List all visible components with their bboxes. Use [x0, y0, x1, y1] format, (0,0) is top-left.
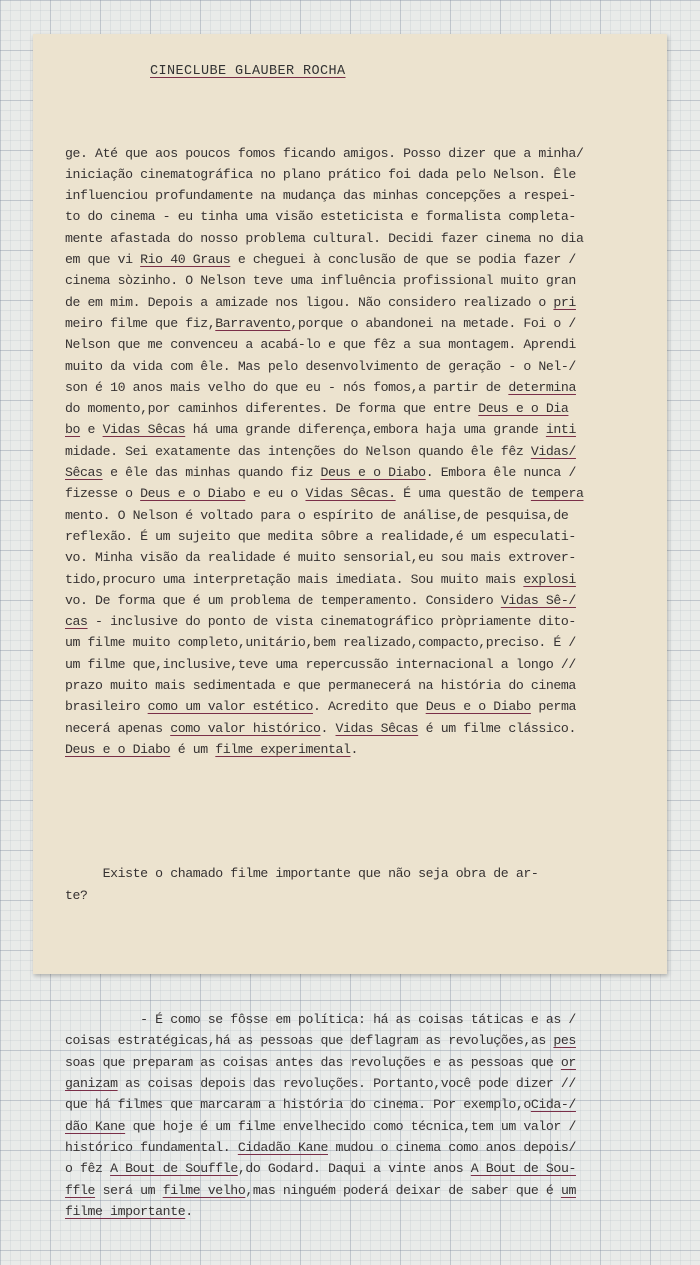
text-segment: ge. Até que aos poucos fomos ficando amigos. Posso dizer que a minha/: [65, 145, 584, 161]
underlined-text: Vidas Sêcas: [335, 720, 419, 736]
underlined-text: filme importante: [65, 1203, 186, 1219]
text-segment: brasileiro: [65, 699, 148, 715]
text-segment: son é 10 anos mais velho do que eu - nós fomos,a partir de: [65, 379, 509, 395]
text-line: [65, 1158, 663, 1179]
text-line: [65, 1073, 663, 1094]
underlined-text: um: [560, 1182, 576, 1198]
text-segment: meiro filme que fiz,: [65, 315, 216, 331]
underlined-text: Vidas Sêcas: [102, 422, 186, 438]
text-segment: .: [350, 741, 359, 757]
text-line: [65, 1180, 663, 1201]
text-line: [65, 292, 663, 313]
text-segment: e êle das minhas quando fiz: [102, 465, 321, 481]
text-segment: . Embora êle nunca /: [425, 465, 576, 481]
underlined-text: filme velho: [162, 1182, 246, 1198]
underlined-text: Barravento: [215, 315, 291, 331]
text-segment: reflexão. É um sujeito que medita sôbre a realidade,é um especulati-: [65, 528, 576, 544]
text-segment: iniciação cinematográfica no plano prático foi dada pelo Nelson. Êle: [65, 166, 576, 182]
underlined-text: tempera: [530, 486, 584, 502]
underlined-text: Deus e o Diabo: [425, 699, 531, 715]
text-line: [65, 632, 663, 653]
text-line: [65, 654, 663, 675]
text-line: [65, 505, 663, 526]
text-segment: em que vi: [65, 252, 141, 268]
text-segment: prazo muito mais sedimentada e que permanecerá na história do cinema: [65, 678, 576, 694]
text-segment: e cheguei à conclusão de que se podia fazer /: [230, 252, 576, 268]
underlined-text: Deus e o Dia: [478, 401, 569, 417]
text-segment: É uma questão de: [395, 486, 531, 502]
underlined-text: Deus e o Diabo: [65, 741, 171, 757]
text-line: [65, 675, 663, 696]
underlined-text: Rio 40 Graus: [140, 252, 231, 268]
text-segment: ,do Godard. Daqui a vinte anos: [237, 1161, 471, 1177]
text-line: [65, 1201, 663, 1222]
text-line: [65, 590, 663, 611]
underlined-text: como valor histórico: [170, 720, 321, 736]
text-line: [65, 1009, 663, 1030]
text-line: [65, 334, 663, 355]
text-line: [65, 885, 663, 906]
underlined-text: inti: [545, 422, 576, 438]
text-segment: necerá apenas: [65, 720, 171, 736]
text-segment: as coisas depois das revoluções. Portanto,você pode dizer //: [117, 1076, 576, 1092]
text-segment: .: [320, 720, 336, 736]
underlined-text: cas: [65, 614, 88, 630]
text-line: [65, 1030, 663, 1051]
underlined-text: ganizam: [65, 1076, 118, 1092]
answer-paragraph-1: [65, 143, 663, 761]
text-segment: midade. Sei exatamente das intenções do Nelson quando êle fêz: [65, 443, 531, 459]
text-segment: será um: [95, 1182, 163, 1198]
text-line: [65, 1094, 663, 1115]
underlined-text: or: [560, 1054, 576, 1070]
page-header: CINECLUBE GLAUBER ROCHA: [150, 64, 346, 79]
interview-question: [65, 863, 663, 906]
text-segment: coisas estratégicas,há as pessoas que deflagram as revoluções,as: [65, 1033, 554, 1049]
text-segment: que há filmes que marcaram a história do cinema. Por exemplo,o: [65, 1097, 531, 1113]
underlined-text: Deus e o Diabo: [320, 465, 426, 481]
text-line: [65, 377, 663, 398]
text-line: [65, 249, 663, 270]
text-line: [65, 739, 663, 760]
text-segment: . Acredito que: [312, 699, 426, 715]
underlined-text: Vidas Sê-/: [500, 592, 576, 608]
text-segment: o fêz: [65, 1161, 111, 1177]
text-segment: ,mas ninguém poderá deixar de saber que é: [245, 1182, 561, 1198]
text-line: [65, 419, 663, 440]
text-segment: - É como se fôsse em política: há as coisas táticas e as /: [65, 1012, 576, 1028]
text-line: [65, 398, 663, 419]
text-segment: e: [80, 422, 103, 438]
page-body: [65, 100, 663, 1265]
text-line: [65, 1052, 663, 1073]
text-segment: Existe o chamado filme importante que não seja obra de ar-: [65, 866, 539, 882]
underlined-text: Vidas/: [530, 443, 576, 459]
text-line: [65, 1137, 663, 1158]
text-segment: é um: [170, 741, 216, 757]
text-segment: soas que preparam as coisas antes das revoluções e as pessoas que: [65, 1054, 561, 1070]
text-line: [65, 526, 663, 547]
text-line: [65, 611, 663, 632]
text-segment: mente afastada do nosso problema cultural. Decidi fazer cinema no dia: [65, 230, 584, 246]
text-segment: é um filme clássico.: [418, 720, 576, 736]
text-segment: - inclusive do ponto de vista cinematográfico pròpriamente dito-: [87, 614, 576, 630]
text-line: [65, 863, 663, 884]
text-segment: muito da vida com êle. Mas pelo desenvolvimento de geração - o Nel-/: [65, 358, 576, 374]
underlined-text: Vidas Sêcas.: [305, 486, 396, 502]
text-segment: do momento,por caminhos diferentes. De forma que entre: [65, 401, 479, 417]
underlined-text: Cidadão Kane: [237, 1139, 328, 1155]
text-segment: Nelson que me convenceu a acabá-lo e que fêz a sua montagem. Aprendi: [65, 337, 576, 353]
underlined-text: pri: [553, 294, 576, 310]
text-line: [65, 696, 663, 717]
text-segment: cinema sòzinho. O Nelson teve uma influência profissional muito gran: [65, 273, 576, 289]
underlined-text: como um valor estético: [147, 699, 313, 715]
text-segment: mudou o cinema como anos depois/: [328, 1139, 576, 1155]
text-segment: tido,procuro uma interpretação mais imediata. Sou muito mais: [65, 571, 524, 587]
text-segment: e eu o: [245, 486, 306, 502]
underlined-text: filme experimental: [215, 741, 351, 757]
text-line: [65, 164, 663, 185]
text-line: [65, 313, 663, 334]
underlined-text: pes: [553, 1033, 576, 1049]
underlined-text: Sêcas: [65, 465, 103, 481]
text-segment: .: [185, 1203, 193, 1219]
underlined-text: Deus e o Diabo: [140, 486, 246, 502]
underlined-text: A Bout de Souffle: [110, 1161, 238, 1177]
text-segment: to do cinema - eu tinha uma visão esteticista e formalista completa-: [65, 209, 576, 225]
text-line: [65, 206, 663, 227]
text-line: [65, 462, 663, 483]
text-segment: vo. De forma que é um problema de temperamento. Considero: [65, 592, 501, 608]
text-segment: histórico fundamental.: [65, 1139, 238, 1155]
underlined-text: determina: [508, 379, 576, 395]
text-line: [65, 356, 663, 377]
text-line: [65, 547, 663, 568]
text-segment: que hoje é um filme envelhecido como técnica,tem um valor /: [125, 1118, 576, 1134]
text-line: [65, 441, 663, 462]
text-segment: mento. O Nelson é voltado para o espírito de análise,de pesquisa,de: [65, 507, 569, 523]
typewritten-page: [33, 34, 667, 1219]
underlined-text: ffle: [65, 1182, 96, 1198]
answer-paragraph-2: [65, 1009, 663, 1222]
text-line: [65, 569, 663, 590]
underlined-text: Cida-/: [530, 1097, 576, 1113]
text-segment: influenciou profundamente na mudança das minhas concepções a respei-: [65, 188, 576, 204]
text-segment: fizesse o: [65, 486, 141, 502]
text-line: [65, 1116, 663, 1137]
text-line: [65, 483, 663, 504]
underlined-text: explosi: [523, 571, 576, 587]
text-line: [65, 270, 663, 291]
text-segment: um filme que,inclusive,teve uma repercussão internacional a longo //: [65, 656, 576, 672]
text-segment: há uma grande diferença,embora haja uma grande: [185, 422, 546, 438]
text-segment: ,porque o abandonei na metade. Foi o /: [290, 315, 576, 331]
underlined-text: bo: [65, 422, 81, 438]
text-segment: um filme muito completo,unitário,bem realizado,compacto,preciso. É /: [65, 635, 576, 651]
text-segment: vo. Minha visão da realidade é muito sensorial,eu sou mais extrover-: [65, 550, 576, 566]
text-line: [65, 228, 663, 249]
text-line: [65, 718, 663, 739]
underlined-text: A Bout de Sou-: [470, 1161, 576, 1177]
text-segment: de em mim. Depois a amizade nos ligou. Não considero realizado o: [65, 294, 554, 310]
underlined-text: dão Kane: [65, 1118, 126, 1134]
text-segment: perma: [530, 699, 576, 715]
text-line: [65, 143, 663, 164]
text-line: [65, 185, 663, 206]
text-segment: te?: [65, 887, 88, 903]
